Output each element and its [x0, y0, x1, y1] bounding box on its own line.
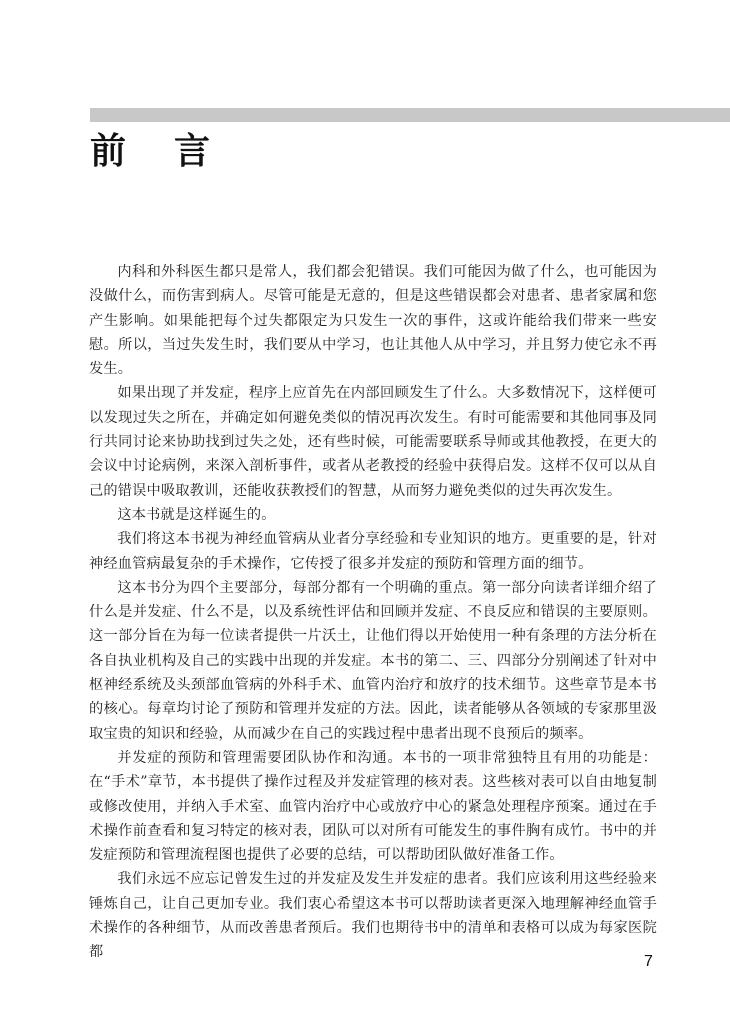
chapter-header-rule	[90, 108, 730, 122]
paragraph-5: 这本书分为四个主要部分，每部分都有一个明确的重点。第一部分向读者详细介绍了什么是并发症、什么不是，以及系统性评估和回顾并发症、不良反应和错误的主要原则。这一部分旨在为每一位读者提供一片沃土，让他们得以开始使用一种有条理的方法分析在各自执业机构及自己的实践中出现的并发症。本书的第二、三、四部分分别阐述了针对中枢神经系统及头颈部血管病的外科手术、血管内治疗和放疗的技术细节。这些章节是本书的核心。每章均讨论了预防和管理并发症的方法。因此，读者能够从各领域的专家那里汲取宝贵的知识和经验，从而减少在自己的实践过程中患者出现不良预后的频率。	[89, 579, 657, 742]
chapter-title: 前言	[90, 131, 259, 172]
page-number: 7	[644, 953, 653, 970]
paragraph-7: 我们永远不应忘记曾发生过的并发症及发生并发症的患者。我们应该利用这些经验来锤炼自己，让自己更加专业。我们衷心希望这本书可以帮助读者更深入地理解神经血管手术操作的各种细节，从而改善患者预后。我们也期待书中的清单和表格可以成为每家医院都	[89, 871, 657, 961]
paragraph-3: 这本书就是这样诞生的。	[117, 506, 276, 523]
paragraph-2: 如果出现了并发症，程序上应首先在内部回顾发生了什么。大多数情况下，这样便可以发现过失之所在，并确定如何避免类似的情况再次发生。有时可能需要和其他同事及同行共同讨论来协助找到过失之处，还有些时候，可能需要联系导师或其他教授，在更大的会议中讨论病例，来深入剖析事件，或者从老教授的经验中获得启发。这样不仅可以从自己的错误中吸取教训，还能收获教授们的智慧，从而努力避免类似的过失再次发生。	[89, 385, 657, 499]
preface-body	[89, 260, 657, 965]
paragraph-6: 并发症的预防和管理需要团队协作和沟通。本书的一项非常独特且有用的功能是：在“手术”章节，本书提供了操作过程及并发症管理的核对表。这些核对表可以自由地复制或修改使用，并纳入手术室、血管内治疗中心或放疗中心的紧急处理程序预案。通过在手术操作前查看和复习特定的核对表，团队可以对所有可能发生的事件胸有成竹。书中的并发症预防和管理流程图也提供了必要的总结，可以帮助团队做好准备工作。	[89, 749, 657, 864]
paragraph-1: 内科和外科医生都只是常人，我们都会犯错误。我们可能因为做了什么，也可能因为没做什么，而伤害到病人。尽管可能是无意的，但是这些错误都会对患者、患者家属和您产生影响。如果能把每个过失都限定为只发生一次的事件，这或许能给我们带来一些安慰。所以，当过失发生时，我们要从中学习，也让其他人从中学习，并且努力使它永不再发生。	[89, 264, 657, 378]
paragraph-4: 我们将这本书视为神经血管病从业者分享经验和专业知识的地方。更重要的是，针对神经血管病最复杂的手术操作，它传授了很多并发症的预防和管理方面的细节。	[89, 531, 657, 572]
